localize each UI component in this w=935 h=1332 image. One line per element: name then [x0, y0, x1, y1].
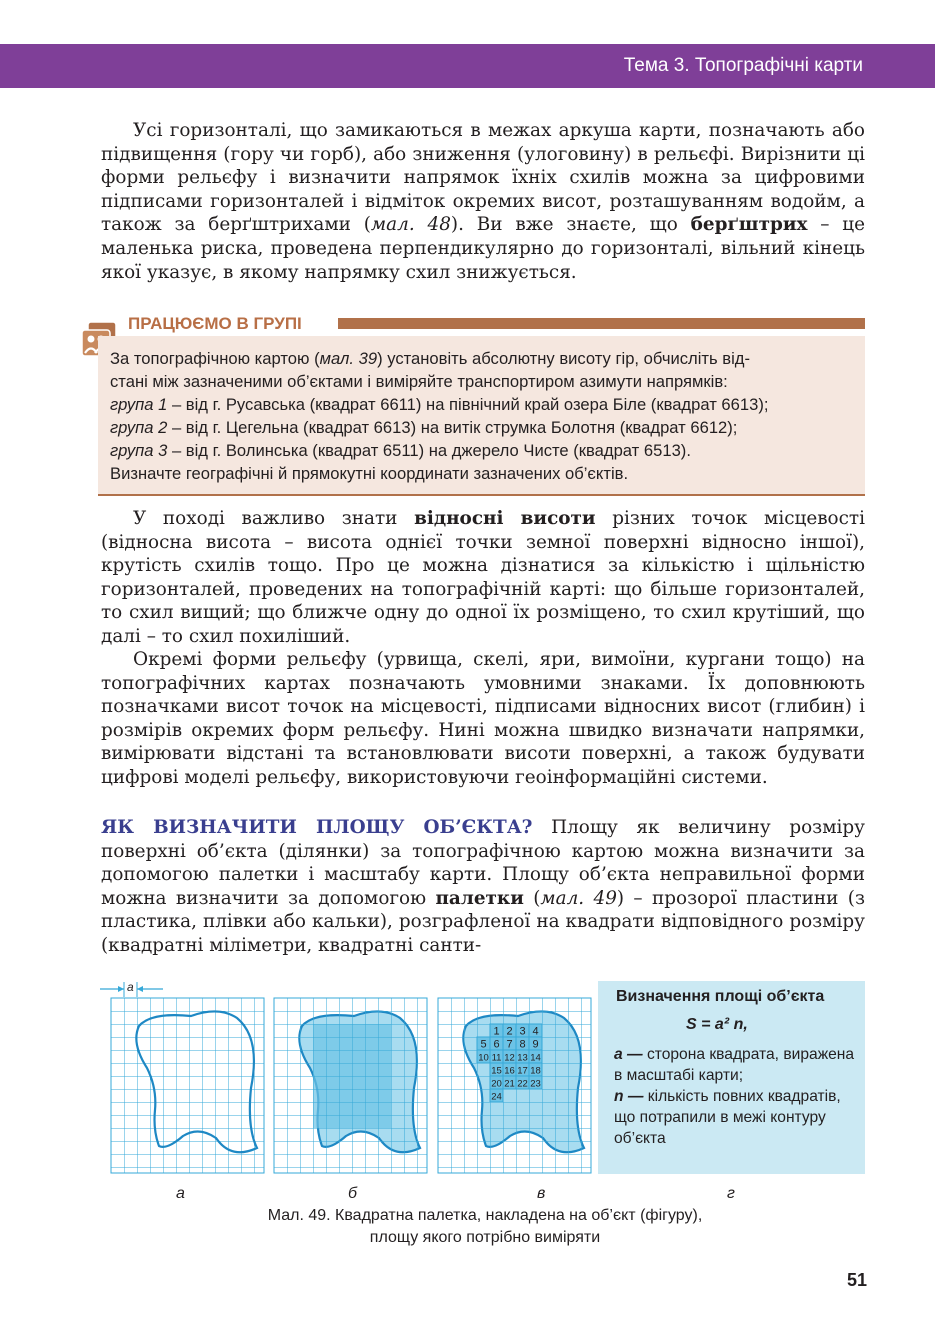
- side-label-a: a: [127, 980, 134, 994]
- term-paletka: палетки: [435, 887, 524, 909]
- square-number: 16: [504, 1065, 515, 1077]
- square-number: 20: [491, 1078, 502, 1090]
- paragraph-1-mid: ). Ви вже знаєте, що: [450, 214, 691, 236]
- square-number: 12: [504, 1052, 515, 1064]
- paragraph-4: [101, 816, 865, 958]
- paragraph-2: [101, 507, 865, 649]
- task-intro-a: За топографічною картою (: [110, 349, 320, 368]
- side-length-marker: [100, 980, 163, 997]
- task-intro-b: ) установіть абсолютну висоту гір, обчисліть від-: [377, 349, 750, 368]
- group-2-label: група 2: [110, 418, 168, 437]
- figure-caption: [200, 1205, 770, 1249]
- term-relative-heights: відносні висоти: [414, 508, 596, 529]
- paragraph-2-a: У поході важливо знати: [133, 508, 415, 529]
- caption-line-1: Мал. 49. Квадратна палетка, накладена на об’єкт (фігуру),: [267, 1207, 703, 1224]
- definition-n: [614, 1086, 859, 1149]
- section-text-b: (: [523, 887, 541, 909]
- square-number: 23: [530, 1078, 541, 1090]
- page-header-bar: [0, 44, 935, 88]
- square-number: 2: [506, 1025, 513, 1038]
- task-outro: Визначте географічні й прямокутні координати зазначених об’єктів.: [110, 464, 629, 483]
- group-1-text: – від г. Русавська (квадрат 6611) на північний край озера Біле (квадрат 6613);: [167, 395, 769, 414]
- def-n-text: кількість повних квадратів, що потрапили в межі контуру об’єкта: [614, 1088, 841, 1147]
- group-1-label: група 1: [110, 395, 168, 414]
- paragraph-1-text: Усі горизонталі, що замикаються в межах аркуша карти, позначають або підвищення (гору чи горб), або зниження (улоговину) в рельєфі. Вирізнити ці форми рельєфу і визначити напрямок їхніх схилів можна за цифровими підписами горизонталей і відміток окремих висот, розташуванням водойм, а також за берґштрихами (: [101, 120, 865, 236]
- task-group-3: [110, 439, 862, 462]
- square-number: 5: [480, 1038, 487, 1051]
- square-number: 10: [478, 1052, 489, 1064]
- square-number: 3: [519, 1025, 526, 1038]
- area-formula: S = a² n,: [686, 1016, 748, 1033]
- definition-a: [614, 1044, 859, 1086]
- figure-ref-39: мал. 39: [319, 349, 378, 368]
- group-2-text: – від г. Цегельна (квадрат 6613) на витік струмка Болотня (квадрат 6612);: [167, 418, 738, 437]
- panel-b: [274, 998, 427, 1173]
- page-number: 51: [846, 1270, 867, 1290]
- section-text-c: ) – прозорої пластини (з пластика, плівки або кальки), розграфленої на квадрати відповідного розміру (квадратні міліметри, квадратні санти-: [101, 887, 865, 956]
- def-n-term: n —: [614, 1088, 644, 1105]
- figure-ref-48: мал. 48: [370, 214, 451, 236]
- square-number: 11: [491, 1052, 502, 1064]
- panel-c: [438, 998, 591, 1173]
- panel-label-b: б: [348, 1185, 357, 1202]
- paragraph-1: [101, 119, 865, 284]
- task-intro: [110, 347, 862, 370]
- group-work-title: ПРАЦЮЄМО В ГРУПІ: [128, 314, 302, 333]
- square-number: 21: [504, 1078, 515, 1090]
- paragraph-2-b: різних точок місцевості (відносна висота – висота однієї точки земної поверхні відносно іншої), крутість схилів тощо. Про це можна дізнатися за кількістю і щільністю горизонталей, проведених на топографічній карті: що більше горизонталей, то схил вищий; що ближче одну до одної їх розміщено, то схил крутіший, що далі – то схил похиліший.: [101, 508, 865, 647]
- square-number: 1: [493, 1025, 500, 1038]
- def-a-term: a —: [614, 1046, 643, 1063]
- figure-ref-49: мал. 49: [540, 887, 617, 909]
- task-group-1: [110, 393, 862, 416]
- formula-definitions: [614, 1044, 859, 1149]
- square-number: 9: [532, 1038, 539, 1051]
- square-number: 7: [506, 1038, 513, 1051]
- group-work-bar: [338, 318, 865, 329]
- square-number: 15: [491, 1065, 502, 1077]
- group-task-text: [110, 347, 862, 485]
- group-3-label: група 3: [110, 441, 168, 460]
- term-bergstrikh: берґштрих: [690, 214, 808, 236]
- topic-title: Тема 3. Топографічні карти: [623, 55, 863, 76]
- section-heading: ЯК ВИЗНАЧИТИ ПЛОЩУ ОБ’ЄКТА?: [101, 817, 533, 838]
- paragraph-1-end: – це маленька риска, проведена перпендикулярно до горизонталі, вільний кінець якої указує, в якому напрямку схил знижується.: [101, 214, 865, 283]
- group-3-text: – від г. Волинська (квадрат 6511) на джерело Чисте (квадрат 6513).: [167, 441, 691, 460]
- panel-label-a: а: [176, 1185, 185, 1202]
- task-group-2: [110, 416, 862, 439]
- square-number: 4: [532, 1025, 539, 1038]
- square-number: 6: [493, 1038, 500, 1051]
- area-formula-box: [598, 981, 865, 1174]
- formula-box-title: Визначення площі об’єкта: [616, 988, 825, 1005]
- task-intro-line2: стані між зазначеними об’єктами і виміряйте транспортиром азимути напрямків:: [110, 372, 728, 391]
- square-number: 8: [519, 1038, 526, 1051]
- square-number: 24: [491, 1091, 502, 1103]
- panel-label-d: г: [727, 1185, 735, 1202]
- def-a-text: сторона квадрата, виражена в масштабі карти;: [614, 1046, 855, 1084]
- panel-a: [111, 998, 264, 1173]
- section-text-a: Площу як величину розміру поверхні об’єкта (ділянки) за топографічною картою можна визначити за допомогою палетки і масштабу карти. Площу об’єкта неправильної форми можна визначити за допомогою: [101, 817, 865, 909]
- caption-line-2: площу якого потрібно виміряти: [369, 1229, 601, 1246]
- paragraph-3: Окремі форми рельєфу (урвища, скелі, яри, вимоїни, кургани тощо) на топографічних картах позначають умовними знаками. Їх доповнюють позначками висот точок на місцевості, підписами відносних висот (глибин) і розмірів окремих форм рельєфу. Нині можна швидко визначати напрямки, вимірювати відстані та встановлювати висоти поверхні, а також будувати цифрові моделі рельєфу, використовуючи геоінформаційні системи.: [101, 649, 865, 788]
- square-number: 17: [517, 1065, 528, 1077]
- square-number: 18: [530, 1065, 541, 1077]
- square-number: 13: [517, 1052, 528, 1064]
- panel-label-c: в: [537, 1185, 546, 1202]
- square-number: 22: [517, 1078, 528, 1090]
- square-number: 14: [530, 1052, 541, 1064]
